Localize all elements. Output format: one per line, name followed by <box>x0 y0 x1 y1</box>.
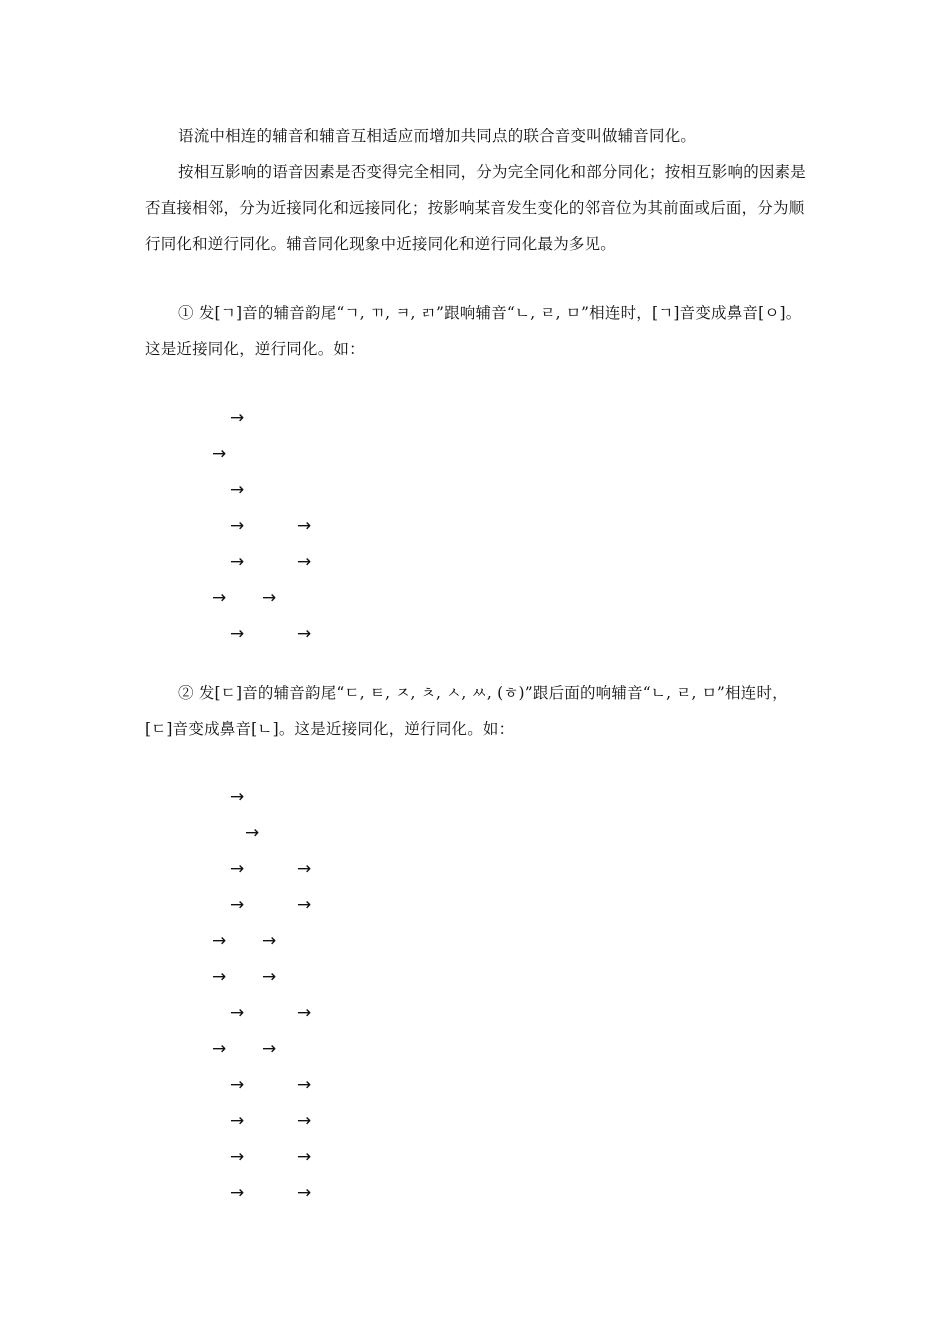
arrow-icon: → <box>230 480 245 500</box>
arrow-icon: → <box>297 1111 312 1131</box>
arrow-icon: → <box>230 787 245 807</box>
arrow-icon: → <box>212 931 227 951</box>
arrow-icon: → <box>230 1075 245 1095</box>
arrow-icon: → <box>297 1075 312 1095</box>
arrow-icon: → <box>212 444 227 464</box>
arrow-icon: → <box>262 967 277 987</box>
arrow-icon: → <box>230 408 245 428</box>
arrow-icon: → <box>262 588 277 608</box>
arrow-icon: → <box>230 516 245 536</box>
arrow-icon: → <box>297 624 312 644</box>
arrow-icon: → <box>297 552 312 572</box>
arrow-icon: → <box>230 1183 245 1203</box>
arrow-icon: → <box>212 588 227 608</box>
arrow-icon: → <box>297 895 312 915</box>
arrow-icon: → <box>230 1003 245 1023</box>
arrow-icon: → <box>230 1111 245 1131</box>
arrow-icon: → <box>297 1147 312 1167</box>
arrow-icon: → <box>297 516 312 536</box>
arrow-icon: → <box>297 1183 312 1203</box>
arrow-icon: → <box>230 1147 245 1167</box>
paragraph-rule-2: ② 发[ㄷ]音的辅音韵尾“ㄷ, ㅌ, ㅈ, ㅊ, ㅅ, ㅆ, (ㅎ)”跟后面的响辅音“ㄴ, ㄹ, ㅁ”相连时，[ㄷ]音变成鼻音[ㄴ]。这是近接同化，逆行同化。如： <box>145 684 788 738</box>
arrow-icon: → <box>262 1039 277 1059</box>
arrow-icon: → <box>230 624 245 644</box>
arrow-icon: → <box>262 931 277 951</box>
arrow-icon: → <box>230 552 245 572</box>
arrow-icon: → <box>212 967 227 987</box>
paragraph-classification: 按相互影响的语音因素是否变得完全相同，分为完全同化和部分同化；按相互影响的因素是否直接相邻，分为近接同化和远接同化；按影响某音发生变化的邻音位为其前面或后面，分为顺行同化和逆行同化。辅音同化现象中近接同化和逆行同化最为多见。 <box>145 163 807 253</box>
paragraph-rule-1: ① 发[ㄱ]音的辅音韵尾“ㄱ, ㄲ, ㅋ, ㄺ”跟响辅音“ㄴ, ㄹ, ㅁ”相连时，[ㄱ]音变成鼻音[ㅇ]。这是近接同化，逆行同化。如： <box>145 304 802 358</box>
paragraph-definition: 语流中相连的辅音和辅音互相适应而增加共同点的联合音变叫做辅音同化。 <box>178 127 697 145</box>
arrow-icon: → <box>212 1039 227 1059</box>
arrow-icon: → <box>297 859 312 879</box>
arrow-icon: → <box>245 823 260 843</box>
arrow-icon: → <box>230 859 245 879</box>
arrow-icon: → <box>230 895 245 915</box>
arrow-icon: → <box>297 1003 312 1023</box>
